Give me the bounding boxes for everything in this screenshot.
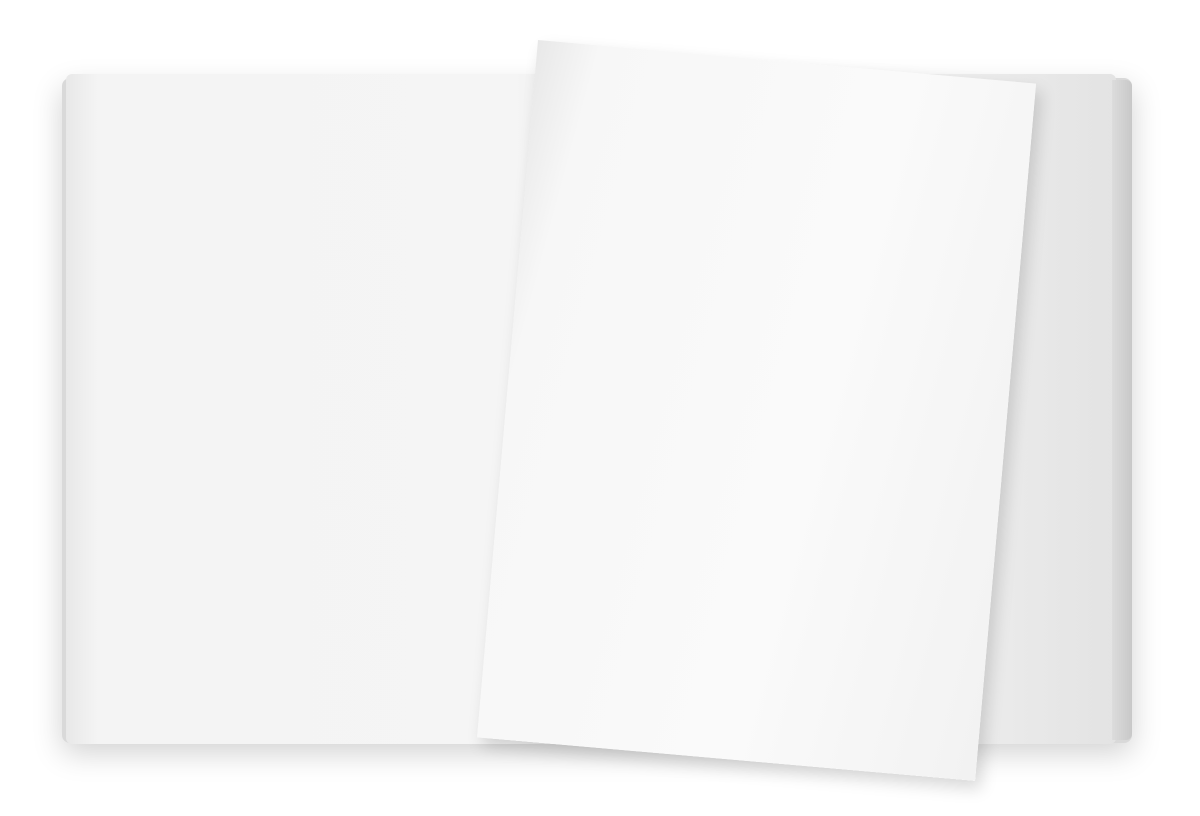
- turning-page[interactable]: [477, 40, 1036, 781]
- left-toc: [126, 100, 566, 116]
